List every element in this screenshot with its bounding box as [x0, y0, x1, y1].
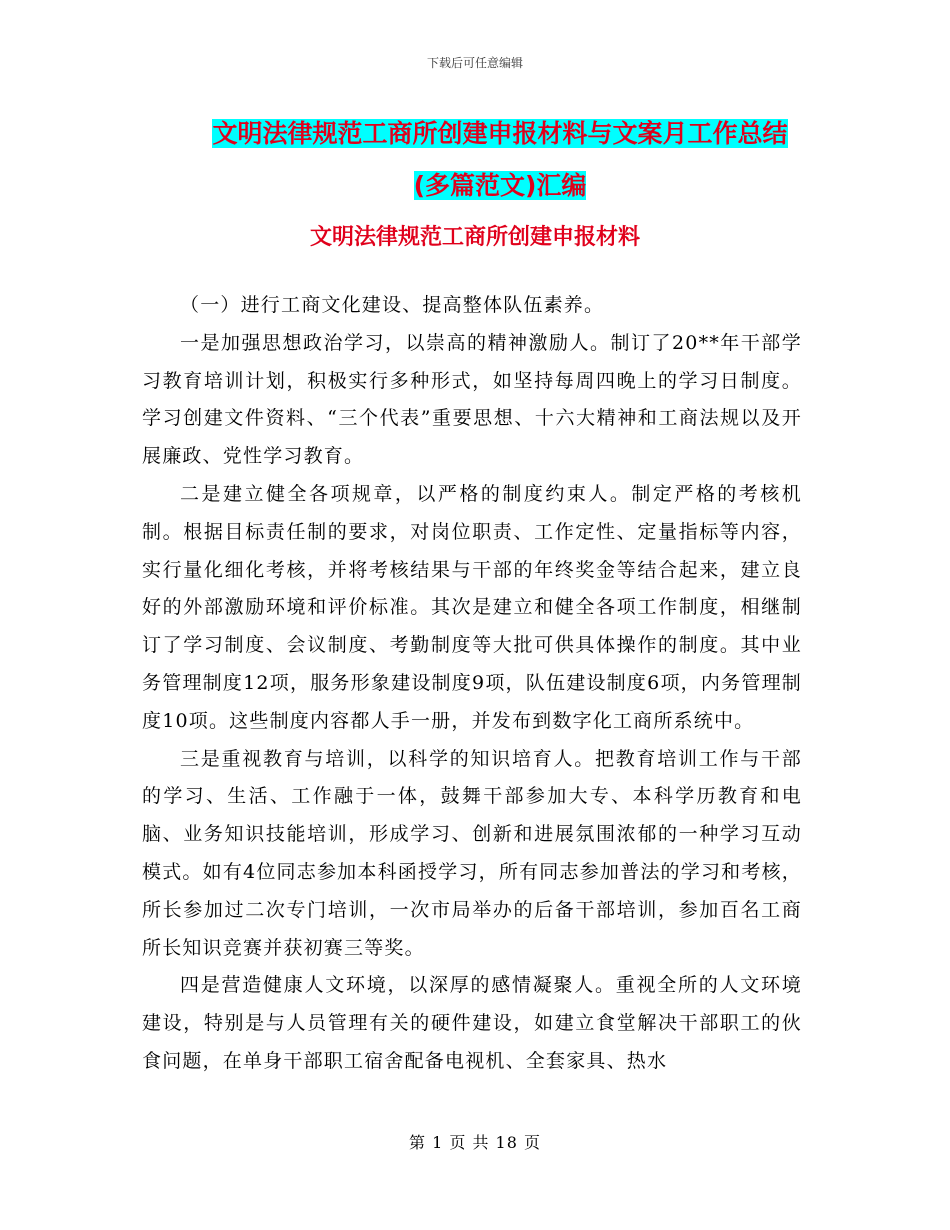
page-footer: 第 1 页 共 18 页	[409, 1133, 541, 1152]
paragraph: 三是重视教育与培训，以科学的知识培育人。把教育培训工作与干部的学习、生活、工作融于一体，鼓舞干部参加大专、本科学历教育和电脑、业务知识技能培训，形成学习、创新和进展氛围浓郁的一种学习互动模式。如有4位同志参加本科函授学习，所有同志参加普法的学习和考核，所长参加过二次专门培训，一次市局举办的后备干部培训，参加百名工商所长知识竞赛并获初赛三等奖。	[142, 747, 802, 959]
paragraph: （一）进行工商文化建设、提高整体队伍素养。	[180, 294, 605, 316]
paragraph: 一是加强思想政治学习，以崇高的精神激励人。制订了20**年干部学习教育培训计划，积极实行多种形式，如坚持每周四晚上的学习日制度。学习创建文件资料、“三个代表”重要思想、十六大精神和工商法规以及开展廉政、党性学习教育。	[142, 331, 802, 468]
paragraph: 四是营造健康人文环境，以深厚的感情凝聚人。重视全所的人文环境建设，特别是与人员管理有关的硬件建设，如建立食堂解决干部职工的伙食问题，在单身干部职工宿舍配备电视机、全套家具、热水	[142, 974, 802, 1072]
document-title-line-2: (多篇范文)汇编	[413, 171, 587, 200]
section-title: 文明法律规范工商所创建申报材料	[309, 225, 640, 250]
document-title	[180, 108, 820, 212]
header-note: 下载后可任意编辑	[426, 56, 523, 70]
document-title-line-1: 文明法律规范工商所创建申报材料与文案月工作总结	[212, 119, 788, 148]
paragraph: 二是建立健全各项规章，以严格的制度约束人。制定严格的考核机制。根据目标责任制的要求，对岗位职责、工作定性、定量指标等内容，实行量化细化考核，并将考核结果与干部的年终奖金等结合起来，建立良好的外部激励环境和评价标准。其次是建立和健全各项工作制度，相继制订了学习制度、会议制度、考勤制度等大批可供具体操作的制度。其中业务管理制度12项，服务形象建设制度9项，队伍建设制度6项，内务管理制度10项。这些制度内容都人手一册，并发布到数字化工商所系统中。	[142, 482, 802, 732]
body-text	[142, 287, 802, 1081]
